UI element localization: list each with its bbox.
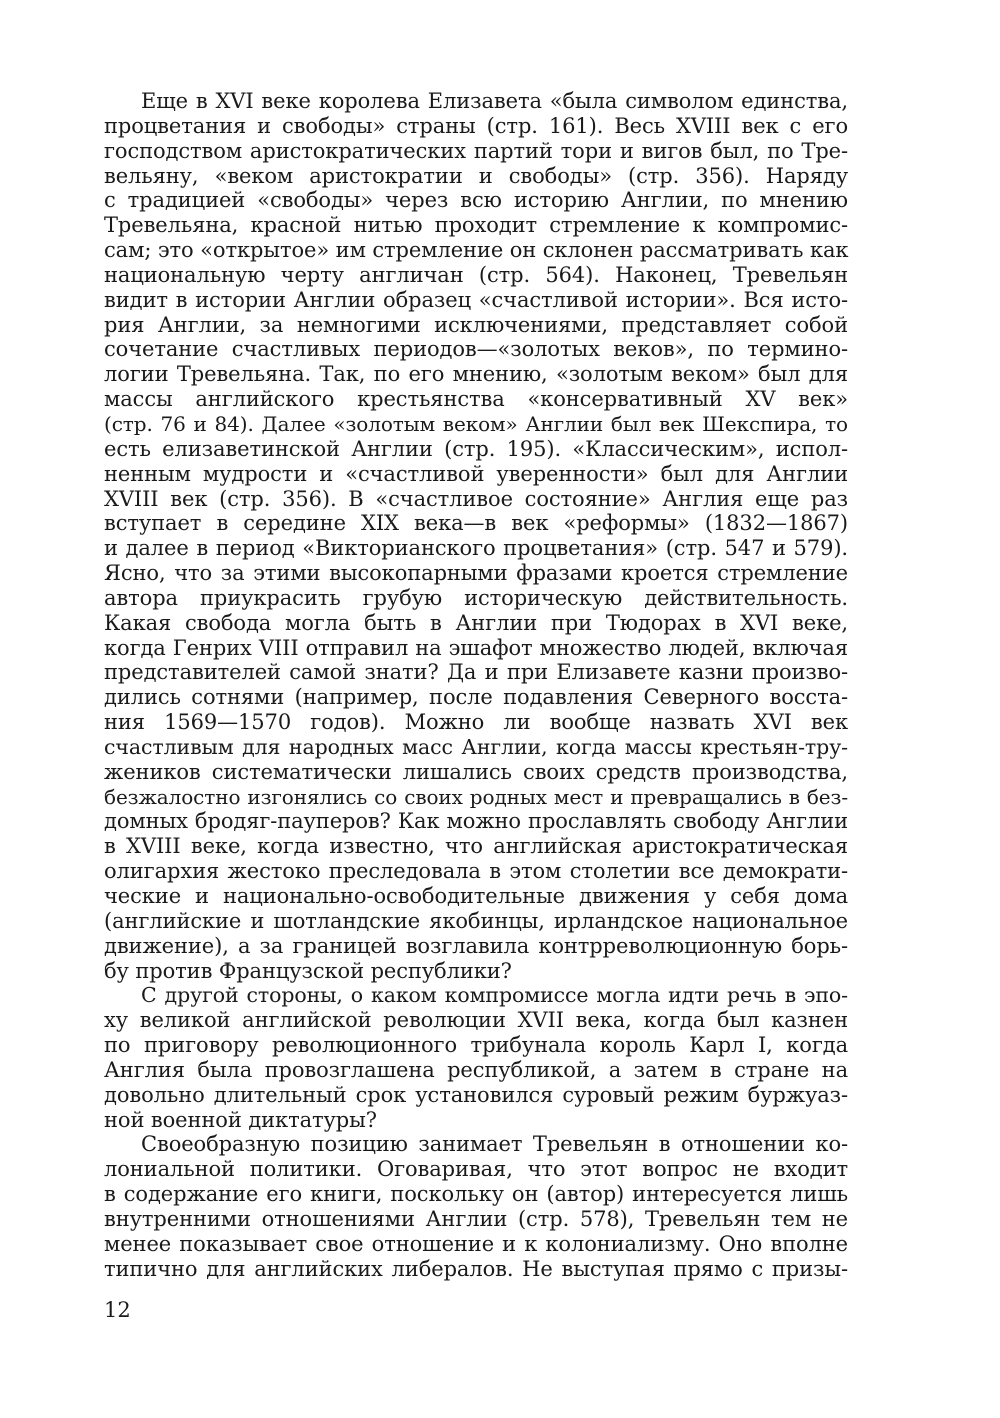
text-line: менее показывает свое отношение и к колониализму. Оно вполне [104, 1231, 848, 1256]
text-line: домных бродяг-пауперов? Как можно прославлять свободу Англии [104, 809, 848, 834]
text-line: ненным мудрости и «счастливой уверенности» был для Англии [104, 461, 848, 486]
paragraph [104, 983, 848, 1132]
text-line: процветания и свободы» страны (стр. 161). Весь XVIII век с его [104, 113, 848, 138]
text-line: видит в истории Англии образец «счастливой истории». Вся исто- [104, 287, 848, 312]
text-line: ческие и национально-освободительные движения у себя дома [104, 884, 848, 908]
text-line: автора приукрасить грубую историческую действительность. [104, 585, 848, 610]
text-line: безжалостно изгонялись со своих родных мест и превращались в без- [104, 784, 848, 809]
text-line: бу против Французской республики? [104, 958, 512, 983]
text-line: внутренними отношениями Англии (стр. 578), Тревельян тем не [104, 1206, 848, 1231]
text-line: олигархия жестоко преследовала в этом столетии все демократи- [104, 859, 848, 884]
text-line: есть елизаветинской Англии (стр. 195). «Классическим», испол- [104, 436, 848, 461]
text-line: массы английского крестьянства «консервативный XV век» [104, 387, 848, 412]
text-line: Ясно, что за этими высокопарными фразами кроется стремление [104, 561, 848, 586]
text-line: господством аристократических партий тори и вигов был, по Тре- [104, 138, 848, 163]
text-line: ния 1569—1570 годов). Можно ли вообще назвать XVI век [104, 710, 848, 735]
text-line: довольно длительный срок установился суровый режим буржуаз- [104, 1082, 848, 1107]
text-line: (английские и шотландские якобинцы, ирландское национальное [104, 908, 848, 933]
text-line: XVIII век (стр. 356). В «счастливое состояние» Англия еще раз [104, 486, 848, 511]
body-text [104, 89, 848, 1282]
text-line: типично для английских либералов. Не выступая прямо с призы- [104, 1256, 848, 1281]
text-line: ху великой английской революции XVII века, когда был казнен [104, 1008, 848, 1033]
text-line: вступает в середине XIX века—в век «реформы» (1832—1867) [104, 511, 848, 536]
text-line: в содержание его книги, поскольку он (автор) интересуется лишь [104, 1182, 848, 1207]
text-line: (стр. 76 и 84). Далее «золотым веком» Англии был век Шекспира, то [104, 411, 848, 436]
paragraph [104, 1132, 848, 1281]
text-line: сочетание счастливых периодов—«золотых веков», по термино- [104, 337, 848, 362]
text-line: когда Генрих VIII отправил на эшафот множество людей, включая [104, 635, 848, 660]
text-line: рия Англии, за немногими исключениями, представляет собой [104, 312, 848, 337]
text-line: дились сотнями (например, после подавления Северного восста- [104, 685, 848, 710]
text-line: ной военной диктатуры? [104, 1107, 377, 1132]
text-line: по приговору революционного трибунала король Карл I, когда [104, 1033, 848, 1058]
text-line: движение), а за границей возглавила контрреволюционную борь- [104, 933, 848, 958]
text-line: лониальной политики. Оговаривая, что этот вопрос не входит [104, 1157, 848, 1182]
text-line: национальную черту англичан (стр. 564). Наконец, Тревельян [104, 262, 848, 287]
text-line: Еще в XVI веке королева Елизавета «была символом единства, [141, 89, 848, 113]
page-number: 12 [104, 1298, 131, 1322]
text-line: сам; это «открытое» им стремление он склонен рассматривать как [104, 238, 849, 263]
text-line: логии Тревельяна. Так, по его мнению, «золотым веком» был для [104, 362, 848, 387]
text-line: представителей самой знати? Да и при Елизавете казни произво- [104, 660, 848, 685]
text-line: Тревельяна, красной нитью проходит стремление к компромис- [104, 213, 848, 238]
text-line: вельяну, «веком аристократии и свободы» (стр. 356). Наряду [104, 163, 848, 188]
text-line: С другой стороны, о каком компромиссе могла идти речь в эпо- [141, 983, 848, 1008]
text-line: Своеобразную позицию занимает Тревельян в отношении ко- [141, 1132, 848, 1157]
text-line: Англия была провозглашена республикой, а затем в стране на [104, 1057, 848, 1082]
text-line: и далее в период «Викторианского процветания» (стр. 547 и 579). [104, 536, 848, 561]
text-line: жеников систематически лишались своих средств производства, [104, 759, 848, 784]
text-line: с традицией «свободы» через всю историю Англии, по мнению [104, 188, 848, 213]
text-line: Какая свобода могла быть в Англии при Тюдорах в XVI веке, [104, 610, 848, 635]
text-line: в XVIII веке, когда известно, что английская аристократическая [104, 834, 848, 859]
text-line: счастливым для народных масс Англии, когда массы крестьян-тру- [104, 734, 848, 759]
paragraph [104, 89, 848, 983]
